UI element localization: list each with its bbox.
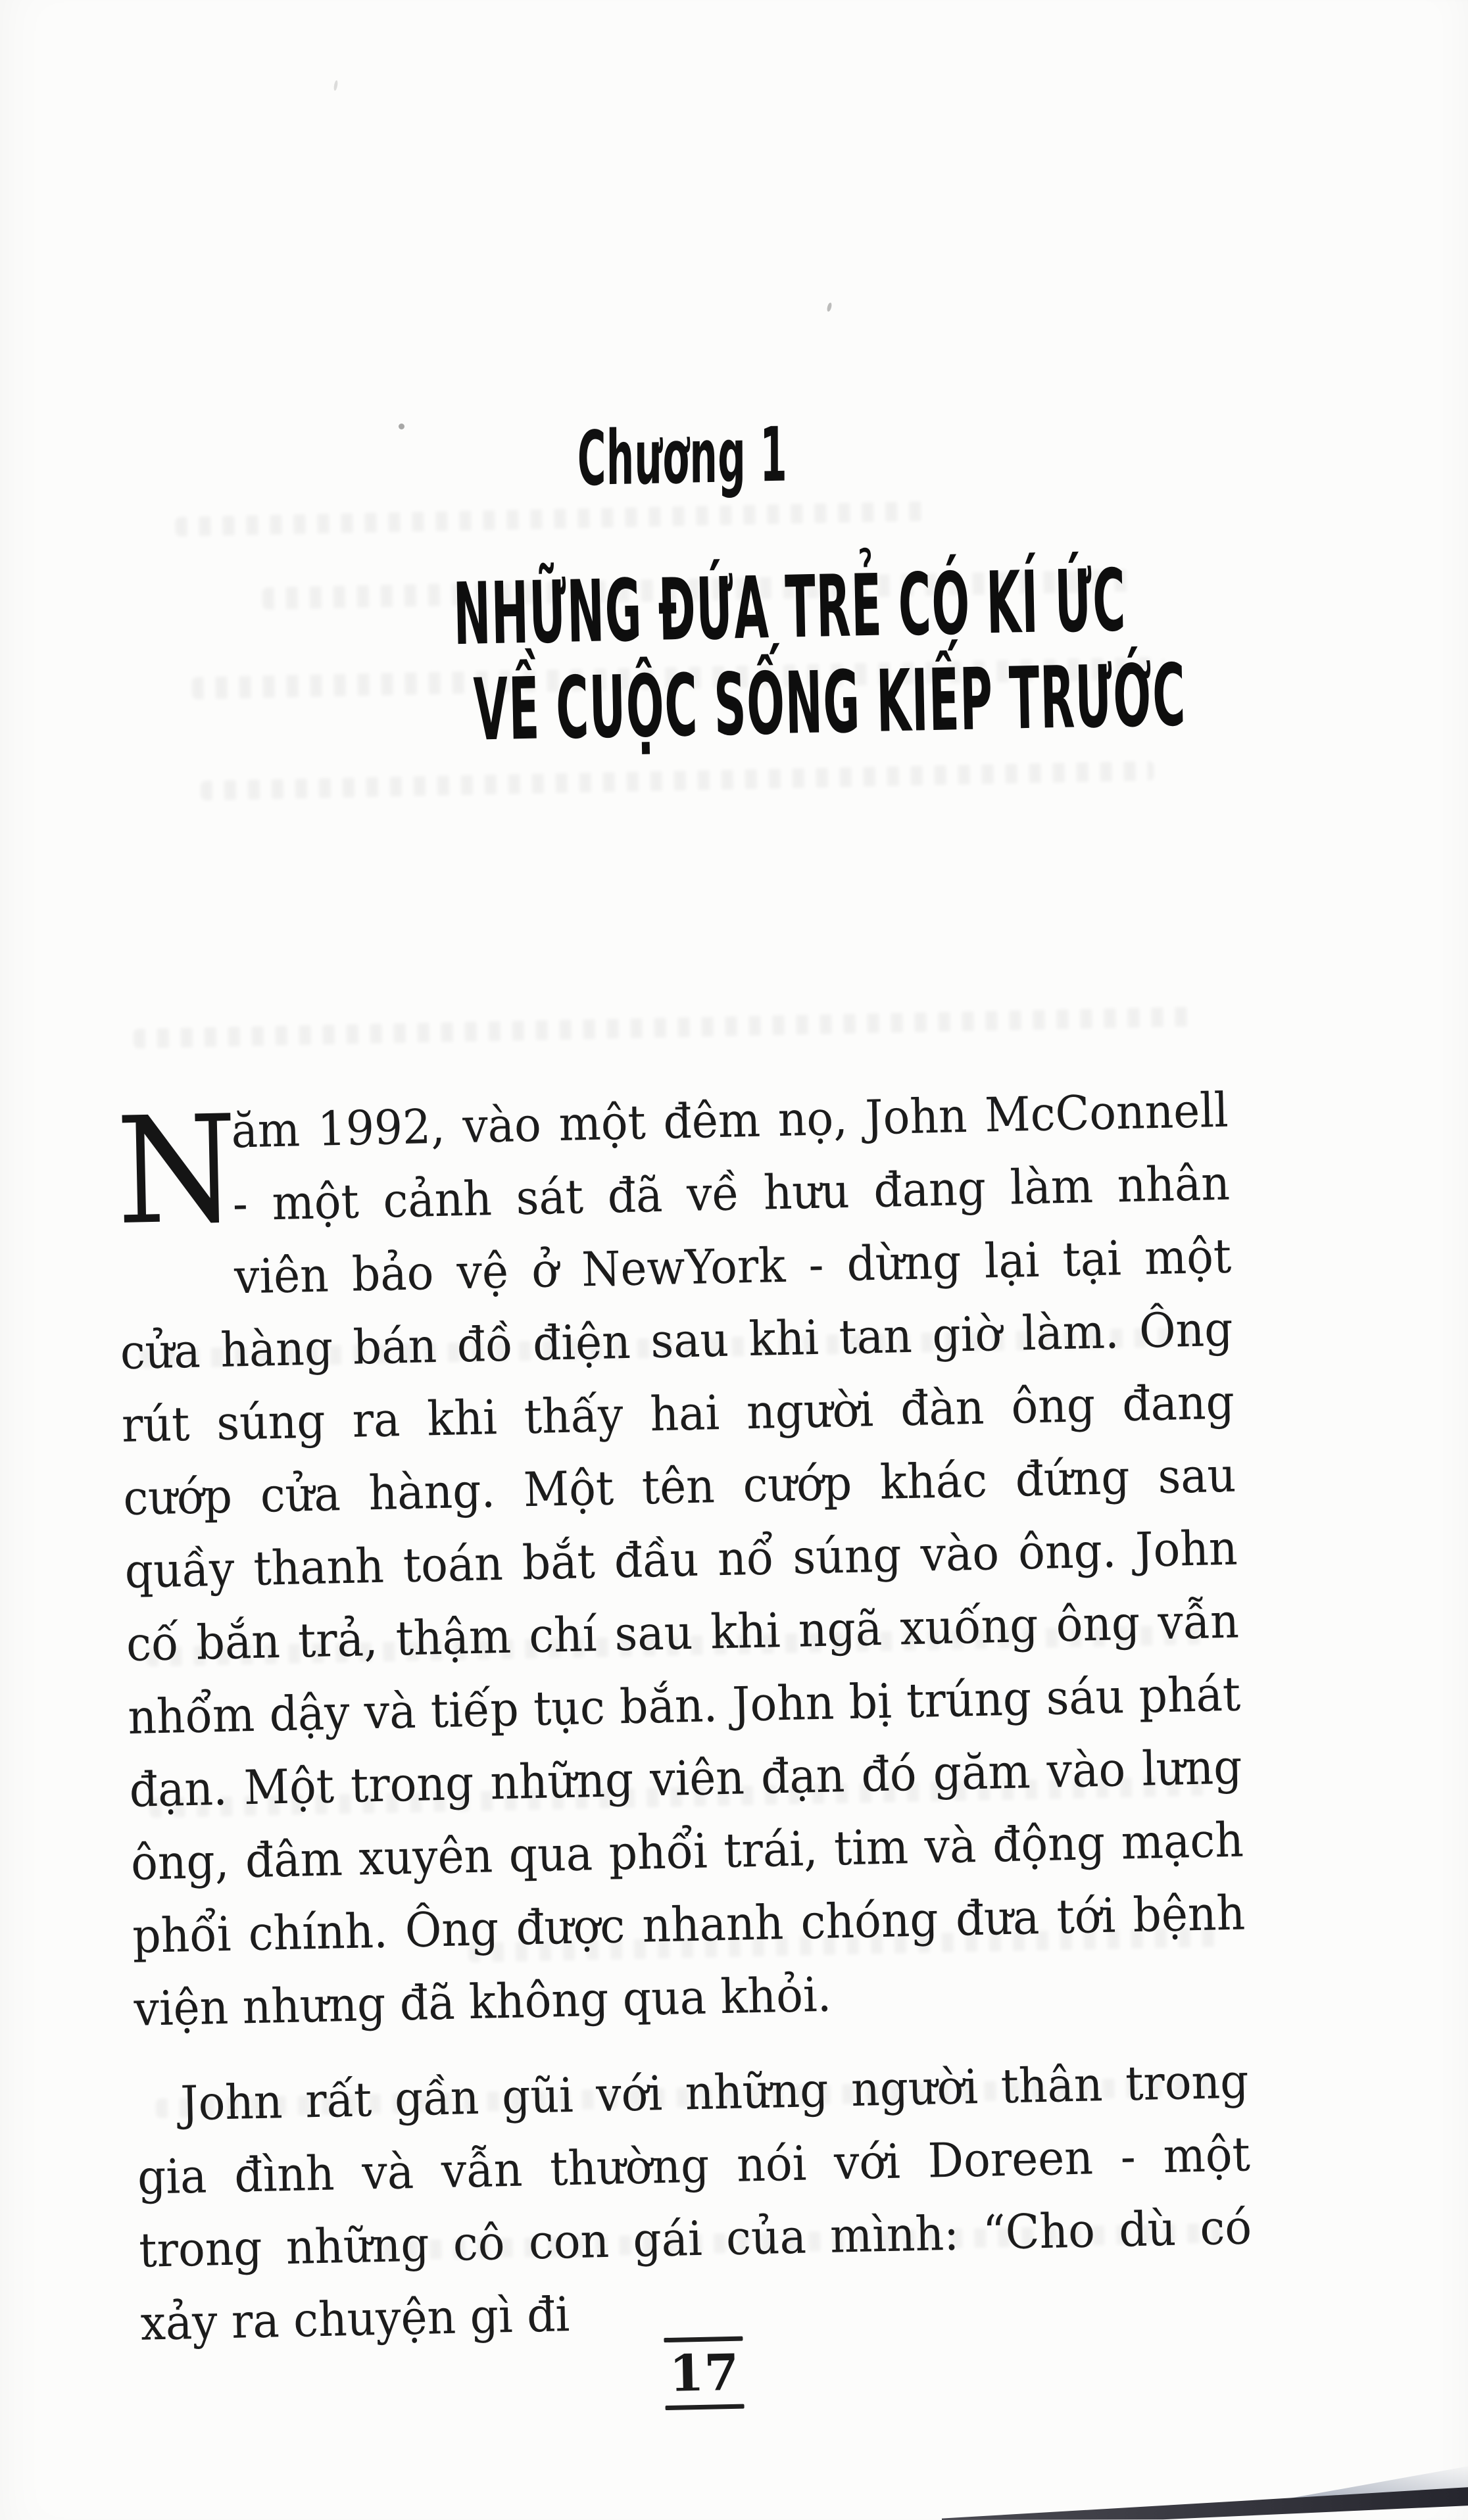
paragraph: John rất gần gũi với những người thân trong gia đình và vẫn thường nói với Doreen - một trong những cô con gái của mình: “Cho dù có xảy ra chuyện gì đi bbox=[137, 2053, 1252, 2351]
body-text bbox=[115, 1074, 1254, 2360]
paragraph bbox=[115, 1074, 1248, 2046]
bleed-through-artifact bbox=[201, 761, 1154, 800]
page-number: 17 bbox=[668, 2342, 740, 2403]
chapter-title bbox=[142, 550, 1258, 765]
scan-speck bbox=[399, 424, 404, 429]
drop-cap-letter: N bbox=[114, 1083, 239, 1258]
chapter-heading-label: Chương 1 bbox=[577, 410, 788, 503]
title-line-2-text: VỀ CUỘC SỐNG KIẾP TRƯỚC bbox=[472, 644, 1187, 760]
bleed-through-artifact bbox=[134, 1007, 1199, 1049]
page-number-block bbox=[641, 2336, 767, 2411]
title-line-1-text: NHỮNG ĐỨA TRẺ CÓ KÍ ỨC bbox=[452, 550, 1127, 665]
drop-cap bbox=[114, 1083, 239, 1258]
page-curl-shadow bbox=[922, 2448, 1468, 2520]
page-edge-shadow bbox=[942, 2469, 1468, 2520]
chapter-heading bbox=[126, 402, 1238, 511]
paragraph-text: ăm 1992, vào một đêm nọ, John McConnell - một cảnh sát đã về hưu đang làm nhân viên bảo vệ ở NewYork - dừng lại tại một cửa hàng bán đồ điện sau khi tan giờ làm. Ông rút súng ra khi thấy hai người đàn ông đang cướp cửa hàng. Một tên cướp khác đứng sau quầy thanh toán bắt đầu nổ súng vào ông. John cố bắn trả, thậm chí sau khi ngã xuống ông vẫn nhổm dậy và tiếp tục bắn. John bị trúng sáu phát đạn. Một trong những viên đạn đó găm vào lưng ông, đâm xuyên qua phổi trái, tim và động mạch phổi chính. Ông được nhanh chóng đưa tới bệnh viện nhưng đã không qua khỏi. bbox=[119, 1082, 1246, 2037]
